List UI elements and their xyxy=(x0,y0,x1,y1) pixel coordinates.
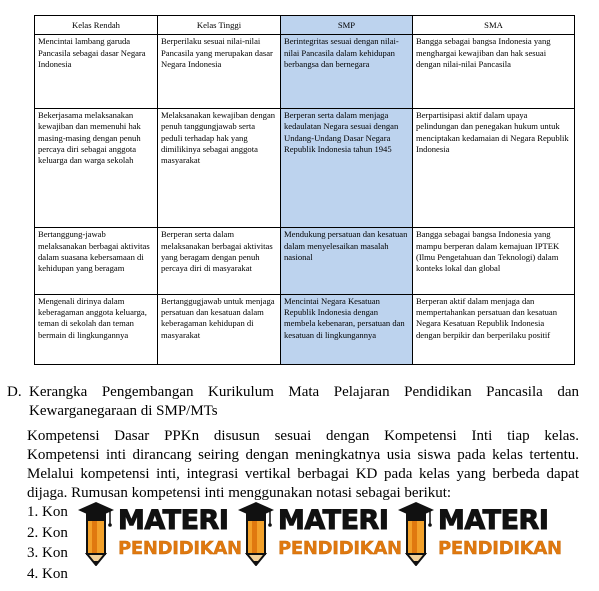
materi-pendidikan-logo xyxy=(388,498,562,568)
table-row xyxy=(35,35,575,108)
paragraph-line: Kompetensi Dasar PPKn disusun sesuai dengan Kompetensi Inti tiap kelas. xyxy=(27,428,579,444)
logo-word-materi: MATERI xyxy=(278,505,389,536)
list-item: 1. Kon xyxy=(27,504,68,520)
materi-pendidikan-logo xyxy=(228,498,402,568)
logo-word-materi: MATERI xyxy=(438,505,549,536)
header-kelas-tinggi: Kelas Tinggi xyxy=(158,16,281,35)
logo-word-pendidikan: PENDIDIKAN xyxy=(118,538,242,559)
table-row xyxy=(35,294,575,364)
materi-pendidikan-logo xyxy=(68,498,242,568)
table-header-row xyxy=(35,16,575,35)
paragraph-line: dijaga. Rumusan kompetensi inti menggunakan notasi sebagai berikut: xyxy=(27,485,452,501)
table-cell: Berintegritas sesuai dengan nilai-nilai Pancasila dalam kehidupan berbangsa dan bernegara xyxy=(281,35,413,108)
section-title-line2: Kewarganegaraan di SMP/MTs xyxy=(29,403,218,419)
table-row xyxy=(35,108,575,227)
section-title-line1: Kerangka Pengembangan Kurikulum Mata Pelajaran Pendidikan Pancasila dan xyxy=(29,384,579,400)
header-smp: SMP xyxy=(281,16,413,35)
table-cell: Melaksanakan kewajiban dengan penuh tanggungjawab serta peduli terhadap hak yang dimilikinya sebagai anggota masyarakat xyxy=(158,108,281,227)
graduation-cap-pencil-icon xyxy=(76,498,116,566)
logo-word-materi: MATERI xyxy=(118,505,229,536)
logo-word-pendidikan: PENDIDIKAN xyxy=(278,538,402,559)
table-cell: Berperan serta dalam menjaga kedaulatan Negara sesuai dengan Undang-Undang Dasar Negara Republik Indonesia tahun 1945 xyxy=(281,108,413,227)
numbered-list xyxy=(27,502,68,584)
table-cell: Bangga sebagai bangsa Indonesia yang mampu berperan dalam kemajuan IPTEK (Ilmu Pengetahuan dan Teknologi) dalam konteks lokal dan global xyxy=(413,228,575,294)
graduation-cap-pencil-icon xyxy=(236,498,276,566)
paragraph-line: Kompetensi inti dirancang seiring dengan meningkatnya usia siswa pada kelas tertentu. xyxy=(27,447,579,463)
table-cell: Berperan serta dalam melaksanakan berbagai aktivitas yang beragam dengan penuh percaya diri di masyarakat xyxy=(158,228,281,294)
table-cell: Mencintai lambang garuda Pancasila sebagai dasar Negara Indonesia xyxy=(35,35,158,108)
paragraph-line: Melalui kompetensi inti, integrasi vertikal berbagai KD pada kelas yang berbeda dapat xyxy=(27,466,579,482)
table-cell: Mengenali dirinya dalam keberagaman anggota keluarga, teman di sekolah dan teman bermain di lingkungannya xyxy=(35,294,158,364)
list-item: 3. Kon xyxy=(27,545,68,561)
table-cell: Bertanggung-jawab melaksanakan berbagai aktivitas dalam suasana kebersamaan di kehidupan yang beragam xyxy=(35,228,158,294)
table-cell: Bekerjasama melaksanakan kewajiban dan memenuhi hak masing-masing dengan penuh percaya diri sebagai anggota keluarga dan warga sekolah xyxy=(35,108,158,227)
table-cell: Bangga sebagai bangsa Indonesia yang menghargai kewajiban dan hak sesuai dengan nilai-nilai Pancasila xyxy=(413,35,575,108)
header-kelas-rendah: Kelas Rendah xyxy=(35,16,158,35)
table-cell: Berpartisipasi aktif dalam upaya pelindungan dan penegakan hukum untuk menciptakan kedamaian di Negara Republik Indonesia xyxy=(413,108,575,227)
section-letter: D. xyxy=(7,384,22,400)
body-paragraph xyxy=(27,427,579,503)
table-row xyxy=(35,228,575,294)
table-cell: Berperan aktif dalam menjaga dan mempertahankan persatuan dan kesatuan Negara Kesatuan Republik Indonesia dengan berpikir dan berperilaku positif xyxy=(413,294,575,364)
header-sma: SMA xyxy=(413,16,575,35)
graduation-cap-pencil-icon xyxy=(396,498,436,566)
section-heading xyxy=(7,383,579,421)
curriculum-table xyxy=(34,15,575,365)
list-item: 4. Kon xyxy=(27,565,68,582)
table-cell: Berperilaku sesuai nilai-nilai Pancasila yang merupakan dasar Negara Indonesia xyxy=(158,35,281,108)
list-item: 2. Kon xyxy=(27,524,68,541)
table-cell: Mendukung persatuan dan kesatuan dalam menyelesaikan masalah nasional xyxy=(281,228,413,294)
table-cell: Mencintai Negara Kesatuan Republik Indonesia dengan membela kebenaran, persatuan dan kesatuan di lingkungannya xyxy=(281,294,413,364)
table-cell: Bertanggugjawab untuk menjaga persatuan dan kesatuan dalam keberagaman kehidupan di masyarakat xyxy=(158,294,281,364)
logo-word-pendidikan: PENDIDIKAN xyxy=(438,538,562,559)
